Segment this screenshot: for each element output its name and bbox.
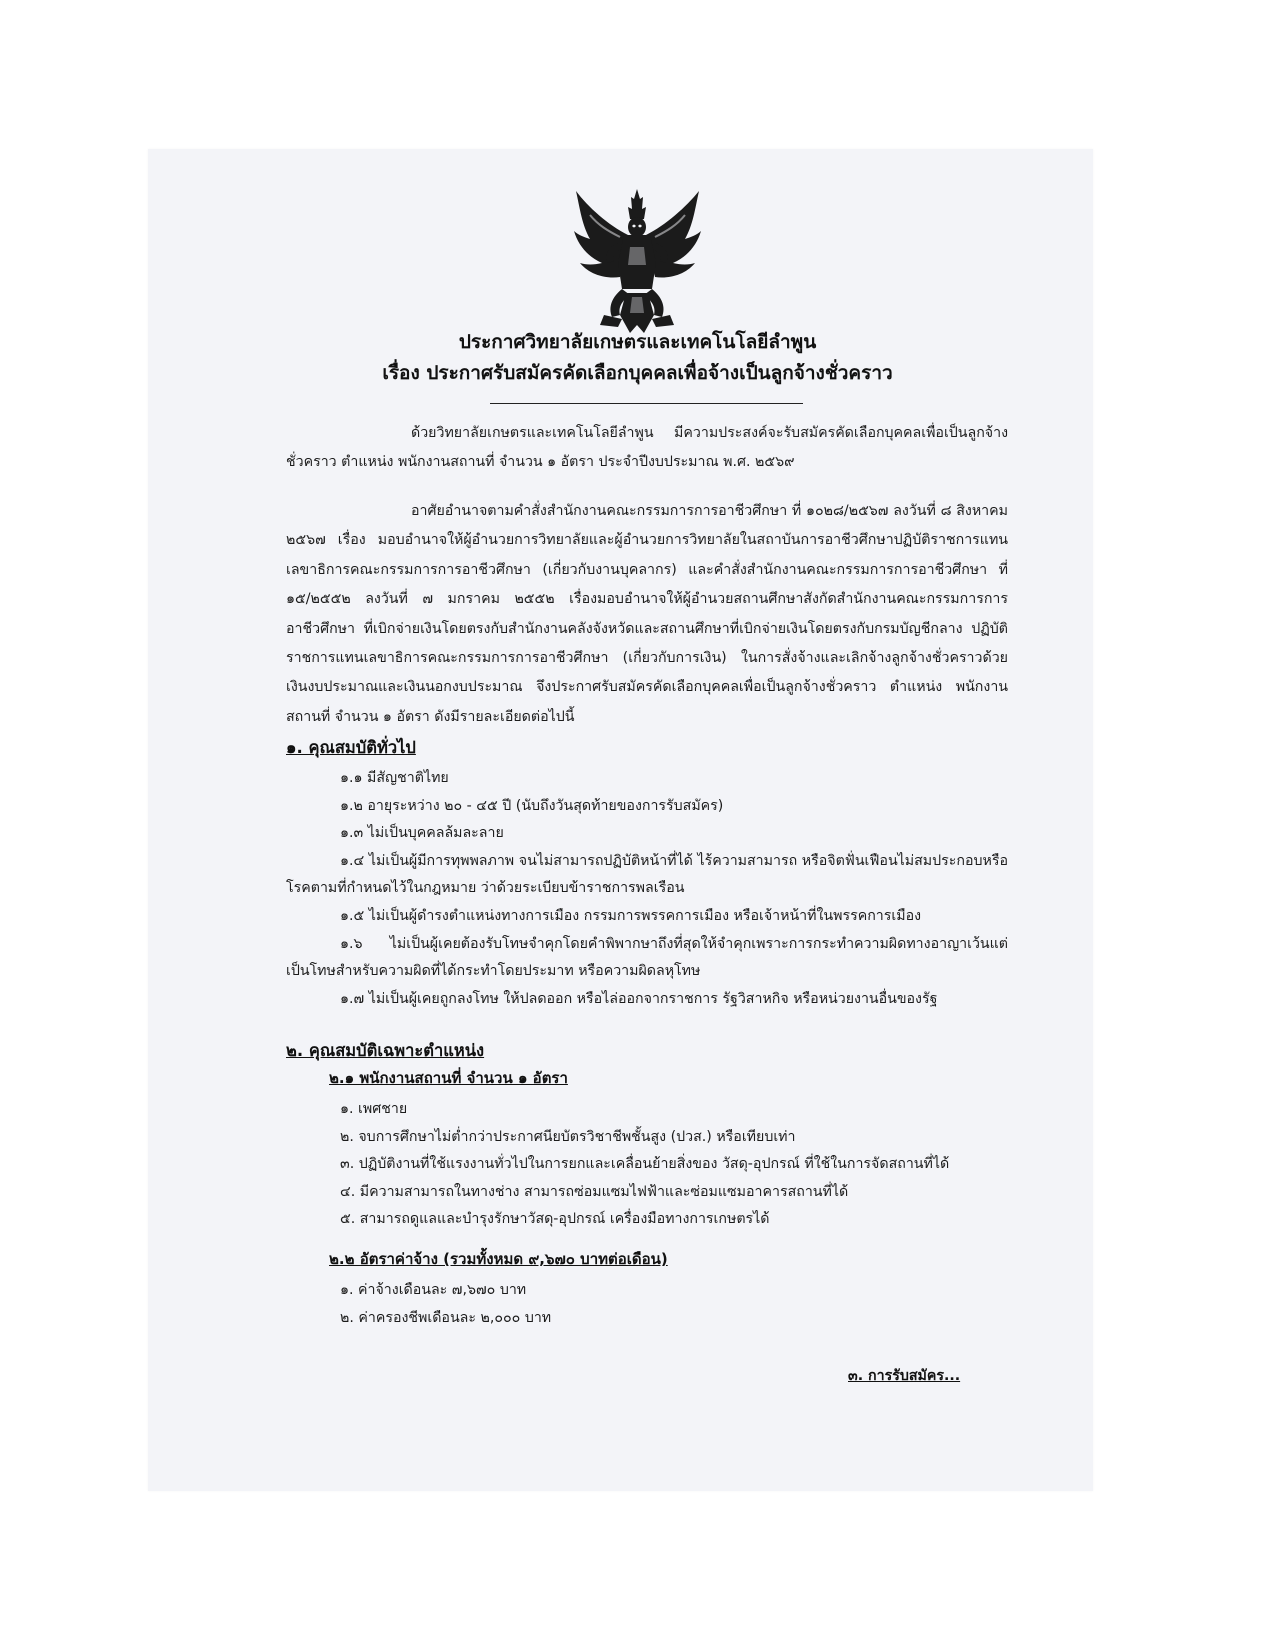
garuda-emblem-icon: [568, 185, 707, 340]
list-item: ๑.๒ อายุระหว่าง ๒๐ - ๔๕ ปี (นับถึงวันสุดท้ายของการรับสมัคร): [340, 797, 724, 814]
position-qualifications-list: [286, 1096, 1008, 1234]
list-item: ๑. ค่าจ้างเดือนละ ๗,๖๗๐ บาท: [340, 1282, 527, 1298]
list-item: ๑.๔ ไม่เป็นผู้มีการทุพพลภาพ จนไม่สามารถปฏิบัติหน้าที่ได้ ไร้ความสามารถ หรือจิตฟั่นเฟือนไม่สมประกอบหรือโรคตามที่กำหนดไว้ในกฎหมาย ว่าด้วยระเบียบข้าราชการพลเรือน: [286, 852, 1008, 897]
wage-list: [286, 1277, 1008, 1332]
intro-paragraph: ด้วยวิทยาลัยเกษตรและเทคโนโลยีลำพูน มีความประสงค์จะรับสมัครคัดเลือกบุคคลเพื่อเป็นลูกจ้างชั่วคราว ตำแหน่ง พนักงานสถานที่ จำนวน ๑ อัตรา ประจำปีงบประมาณ พ.ศ. ๒๕๖๙: [286, 425, 1008, 471]
announcement-title: ประกาศวิทยาลัยเกษตรและเทคโนโลยีลำพูน: [458, 331, 817, 353]
list-item: ๒. จบการศึกษาไม่ต่ำกว่าประกาศนียบัตรวิชาชีพชั้นสูง (ปวส.) หรือเทียบเท่า: [340, 1128, 796, 1145]
title-divider: [490, 403, 803, 404]
announcement-subject: เรื่อง ประกาศรับสมัครคัดเลือกบุคคลเพื่อจ้างเป็นลูกจ้างชั่วคราว: [382, 362, 893, 384]
list-item: ๒. ค่าครองชีพเดือนละ ๒,๐๐๐ บาท: [340, 1309, 552, 1326]
list-item: ๔. มีความสามารถในทางช่าง สามารถซ่อมแซมไฟฟ้าและซ่อมแซมอาคารสถานที่ได้: [340, 1183, 849, 1200]
list-item: ๑.๓ ไม่เป็นบุคคลล้มละลาย: [340, 825, 504, 842]
next-page-continuation: ๓. การรับสมัคร...: [848, 1368, 961, 1384]
list-item: ๕. สามารถดูแลและบำรุงรักษาวัสดุ-อุปกรณ์ เครื่องมือทางการเกษตรได้: [340, 1211, 770, 1228]
subsection-position-heading: ๒.๑ พนักงานสถานที่ จำนวน ๑ อัตรา: [329, 1069, 568, 1087]
list-item: ๑. เพศชาย: [340, 1101, 408, 1117]
list-item: ๓. ปฏิบัติงานที่ใช้แรงงานทั่วไปในการยกและเคลื่อนย้ายสิ่งของ วัสดุ-อุปกรณ์ ที่ใช้ในการจัดสถานที่ได้: [340, 1156, 950, 1173]
list-item: ๑.๗ ไม่เป็นผู้เคยถูกลงโทษ ให้ปลดออก หรือไล่ออกจากราชการ รัฐวิสาหกิจ หรือหน่วยงานอื่นของรัฐ: [340, 990, 938, 1007]
section-general-qualifications-heading: ๑. คุณสมบัติทั่วไป: [286, 738, 416, 757]
subsection-wage-heading: ๒.๒ อัตราค่าจ้าง (รวมทั้งหมด ๙,๖๗๐ บาทต่อเดือน): [329, 1250, 668, 1268]
list-item: ๑.๑ มีสัญชาติไทย: [340, 770, 449, 786]
list-item: ๑.๕ ไม่เป็นผู้ดำรงตำแหน่งทางการเมือง กรรมการพรรคการเมือง หรือเจ้าหน้าที่ในพรรคการเมือง: [340, 907, 922, 924]
section-position-qualifications-heading: ๒. คุณสมบัติเฉพาะตำแหน่ง: [286, 1041, 485, 1060]
general-qualifications-list: [286, 765, 1008, 1013]
list-item: ๑.๖ ไม่เป็นผู้เคยต้องรับโทษจำคุกโดยคำพิพากษาถึงที่สุดให้จำคุกเพราะการกระทำความผิดทางอาญาเว้นแต่เป็นโทษสำหรับความผิดที่ได้กระทำโดยประมาท หรือความผิดลหุโทษ: [286, 935, 1008, 980]
authority-paragraph: อาศัยอำนาจตามคำสั่งสำนักงานคณะกรรมการการอาชีวศึกษา ที่ ๑๐๒๘/๒๕๖๗ ลงวันที่ ๘ สิงหาคม ๒๕๖๗ เรื่อง มอบอำนาจให้ผู้อำนวยการวิทยาลัยและผู้อำนวยการวิทยาลัยในสถาบันการอาชีวศึกษาปฏิบัติราชการแทนเลขาธิการคณะกรรมการการอาชีวศึกษา (เกี่ยวกับงานบุคลากร) และคำสั่งสำนักงานคณะกรรมการการอาชีวศึกษา ที่ ๑๕/๒๕๕๒ ลงวันที่ ๗ มกราคม ๒๕๕๒ เรื่องมอบอำนาจให้ผู้อำนวยสถานศึกษาสังกัดสำนักงานคณะกรรมการการอาชีวศึกษา ที่เบิกจ่ายเงินโดยตรงกับสำนักงานคลังจังหวัดและสถานศึกษาที่เบิกจ่ายเงินโดยตรงกับกรมบัญชีกลาง ปฏิบัติราชการแทนเลขาธิการคณะกรรมการการอาชีวศึกษา (เกี่ยวกับการเงิน) ในการสั่งจ้างและเลิกจ้างลูกจ้างชั่วคราวด้วยเงินงบประมาณและเงินนอกงบประมาณ จึงประกาศรับสมัครคัดเลือกบุคคลเพื่อเป็นลูกจ้างชั่วคราว ตำแหน่ง พนักงานสถานที่ จำนวน ๑ อัตรา ดังมีรายละเอียดต่อไปนี้: [286, 503, 1008, 725]
